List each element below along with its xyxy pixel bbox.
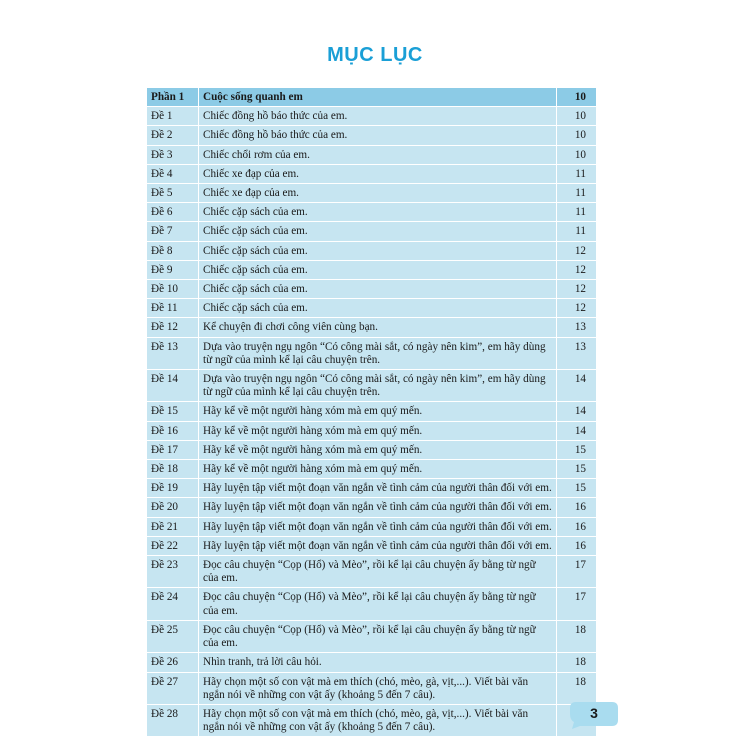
toc-row-page: 12 — [557, 260, 597, 279]
page-title: MỤC LỤC — [327, 44, 423, 66]
part-title: Cuộc sống quanh em — [199, 88, 557, 107]
toc-row-page: 16 — [557, 517, 597, 536]
toc-row-title: Nhìn tranh, trả lời câu hỏi. — [199, 653, 557, 672]
toc-row[interactable] — [147, 280, 597, 299]
toc-row-label: Đề 19 — [147, 479, 199, 498]
page-number: 3 — [590, 705, 598, 721]
toc-row-title: Đọc câu chuyện “Cọp (Hổ) và Mèo”, rồi kể lại câu chuyện ấy bằng từ ngữ của em. — [199, 588, 557, 620]
toc-row[interactable] — [147, 704, 597, 736]
toc-row-label: Đề 11 — [147, 299, 199, 318]
toc-row-label: Đề 8 — [147, 241, 199, 260]
toc-row-title: Hãy luyện tập viết một đoạn văn ngắn về tình cảm của người thân đối với em. — [199, 498, 557, 517]
page-number-badge — [568, 700, 620, 730]
toc-row-title: Hãy luyện tập viết một đoạn văn ngắn về tình cảm của người thân đối với em. — [199, 517, 557, 536]
toc-row-label: Đề 7 — [147, 222, 199, 241]
toc-row-label: Đề 21 — [147, 517, 199, 536]
toc-row[interactable] — [147, 370, 597, 402]
toc-row-page: 11 — [557, 203, 597, 222]
toc-row-page: 17 — [557, 588, 597, 620]
toc-row-page: 18 — [557, 672, 597, 704]
toc-row-title: Chiếc cặp sách của em. — [199, 260, 557, 279]
toc-row-page: 18 — [557, 620, 597, 652]
toc-row-page: 13 — [557, 337, 597, 369]
toc-row-title: Dựa vào truyện ngụ ngôn “Có công mài sắt, có ngày nên kim”, em hãy dùng từ ngữ của mình kể lại câu chuyện trên. — [199, 370, 557, 402]
toc-row-page: 12 — [557, 280, 597, 299]
toc-row-page: 10 — [557, 126, 597, 145]
toc-row-page: 14 — [557, 370, 597, 402]
toc-row[interactable] — [147, 556, 597, 588]
toc-row-label: Đề 3 — [147, 145, 199, 164]
toc-row[interactable] — [147, 126, 597, 145]
toc-row-label: Đề 12 — [147, 318, 199, 337]
toc-row-page: 14 — [557, 421, 597, 440]
toc-row-title: Đọc câu chuyện “Cọp (Hổ) và Mèo”, rồi kể lại câu chuyện ấy bằng từ ngữ của em. — [199, 556, 557, 588]
toc-row[interactable] — [147, 337, 597, 369]
toc-row-title: Chiếc xe đạp của em. — [199, 164, 557, 183]
toc-row[interactable] — [147, 402, 597, 421]
toc-row-page: 11 — [557, 222, 597, 241]
toc-row-label: Đề 1 — [147, 107, 199, 126]
toc-row[interactable] — [147, 536, 597, 555]
toc-row-title: Chiếc xe đạp của em. — [199, 184, 557, 203]
toc-row-title: Chiếc cặp sách của em. — [199, 203, 557, 222]
toc-row[interactable] — [147, 421, 597, 440]
toc-row-page: 15 — [557, 479, 597, 498]
part-row[interactable] — [147, 88, 597, 107]
toc-row-label: Đề 20 — [147, 498, 199, 517]
toc-row[interactable] — [147, 672, 597, 704]
toc-row[interactable] — [147, 184, 597, 203]
toc-row-label: Đề 15 — [147, 402, 199, 421]
toc-row[interactable] — [147, 498, 597, 517]
toc-row-title: Dựa vào truyện ngụ ngôn “Có công mài sắt, có ngày nên kim”, em hãy dùng từ ngữ của mình kể lại câu chuyện trên. — [199, 337, 557, 369]
toc-row[interactable] — [147, 260, 597, 279]
toc-row[interactable] — [147, 164, 597, 183]
toc-row-title: Kể chuyện đi chơi công viên cùng bạn. — [199, 318, 557, 337]
toc-row-title: Chiếc cặp sách của em. — [199, 299, 557, 318]
toc-row-page: 10 — [557, 107, 597, 126]
toc-row-label: Đề 6 — [147, 203, 199, 222]
toc-row-page: 16 — [557, 498, 597, 517]
toc-row-page: 10 — [557, 145, 597, 164]
toc-row-label: Đề 26 — [147, 653, 199, 672]
toc-row-title: Hãy luyện tập viết một đoạn văn ngắn về tình cảm của người thân đối với em. — [199, 479, 557, 498]
toc-row[interactable] — [147, 145, 597, 164]
toc-row-page: 17 — [557, 556, 597, 588]
toc-row-title: Chiếc cặp sách của em. — [199, 241, 557, 260]
toc-row[interactable] — [147, 299, 597, 318]
toc-row-label: Đề 28 — [147, 704, 199, 736]
toc-row-title: Đọc câu chuyện “Cọp (Hổ) và Mèo”, rồi kể lại câu chuyện ấy bằng từ ngữ của em. — [199, 620, 557, 652]
toc-row-page: 12 — [557, 299, 597, 318]
toc-row[interactable] — [147, 588, 597, 620]
toc-row-label: Đề 5 — [147, 184, 199, 203]
toc-row-title: Chiếc cặp sách của em. — [199, 222, 557, 241]
toc-row-title: Hãy chọn một số con vật mà em thích (chó, mèo, gà, vịt,...). Viết bài văn ngắn nói về những con vật ấy (khoảng 5 đến 7 câu). — [199, 704, 557, 736]
toc-row-title: Hãy luyện tập viết một đoạn văn ngắn về tình cảm của người thân đối với em. — [199, 536, 557, 555]
toc-body — [147, 88, 597, 737]
toc-row-page: 15 — [557, 460, 597, 479]
toc-row[interactable] — [147, 460, 597, 479]
toc-row[interactable] — [147, 620, 597, 652]
toc-row[interactable] — [147, 203, 597, 222]
toc-row-label: Đề 25 — [147, 620, 199, 652]
toc-row-label: Đề 14 — [147, 370, 199, 402]
toc-row-label: Đề 4 — [147, 164, 199, 183]
part-page: 10 — [557, 88, 597, 107]
toc-row-title: Chiếc đồng hồ báo thức của em. — [199, 126, 557, 145]
toc-row-label: Đề 16 — [147, 421, 199, 440]
toc-row-title: Hãy chọn một số con vật mà em thích (chó, mèo, gà, vịt,...). Viết bài văn ngắn nói về những con vật ấy (khoảng 5 đến 7 câu). — [199, 672, 557, 704]
toc-row[interactable] — [147, 479, 597, 498]
toc-row-title: Hãy kể về một người hàng xóm mà em quý mến. — [199, 402, 557, 421]
toc-row-page: 12 — [557, 241, 597, 260]
toc-row-title: Chiếc chổi rơm của em. — [199, 145, 557, 164]
toc-row-label: Đề 23 — [147, 556, 199, 588]
toc-row-title: Chiếc cặp sách của em. — [199, 280, 557, 299]
toc-row[interactable] — [147, 107, 597, 126]
toc-row-title: Hãy kể về một người hàng xóm mà em quý mến. — [199, 421, 557, 440]
toc-row-title: Chiếc đồng hồ báo thức của em. — [199, 107, 557, 126]
toc-row-label: Đề 2 — [147, 126, 199, 145]
toc-row-page: 15 — [557, 440, 597, 459]
toc-row[interactable] — [147, 440, 597, 459]
table-of-contents — [146, 87, 597, 737]
toc-row[interactable] — [147, 241, 597, 260]
toc-row-label: Đề 13 — [147, 337, 199, 369]
toc-row-page: 18 — [557, 653, 597, 672]
toc-row-label: Đề 27 — [147, 672, 199, 704]
part-label: Phần 1 — [147, 88, 199, 107]
toc-row-page: 11 — [557, 164, 597, 183]
toc-row-page: 11 — [557, 184, 597, 203]
toc-row-title: Hãy kể về một người hàng xóm mà em quý mến. — [199, 460, 557, 479]
toc-row-label: Đề 17 — [147, 440, 199, 459]
toc-row-label: Đề 22 — [147, 536, 199, 555]
toc-row-title: Hãy kể về một người hàng xóm mà em quý mến. — [199, 440, 557, 459]
toc-row-label: Đề 10 — [147, 280, 199, 299]
toc-row-label: Đề 24 — [147, 588, 199, 620]
toc-row-label: Đề 18 — [147, 460, 199, 479]
toc-row-label: Đề 9 — [147, 260, 199, 279]
toc-row-page: 14 — [557, 402, 597, 421]
toc-row[interactable] — [147, 318, 597, 337]
toc-row-page: 16 — [557, 536, 597, 555]
toc-row[interactable] — [147, 222, 597, 241]
toc-row-page: 13 — [557, 318, 597, 337]
toc-row[interactable] — [147, 517, 597, 536]
toc-row[interactable] — [147, 653, 597, 672]
